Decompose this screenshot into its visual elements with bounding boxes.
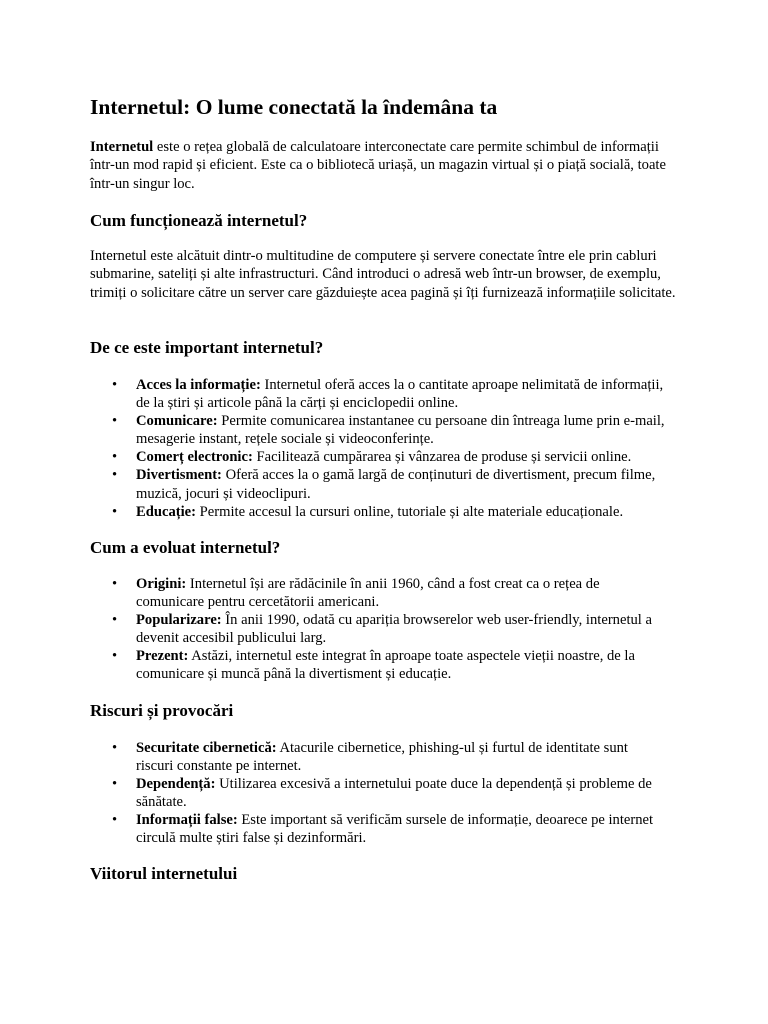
list-risks: [90, 739, 680, 848]
bullet-icon: •: [112, 812, 118, 829]
section-heading-why: De ce este important internetul?: [90, 338, 324, 357]
list-item: [90, 739, 668, 775]
list-item: [90, 811, 668, 847]
bullet-icon: •: [112, 503, 118, 520]
list-why: [90, 376, 680, 521]
list-item: [90, 412, 668, 448]
section-heading-how: Cum funcționează internetul?: [90, 211, 308, 230]
list-item-label: Origini:: [136, 576, 187, 592]
list-item: [90, 775, 668, 811]
bullet-icon: •: [112, 740, 118, 756]
list-item-label: Popularizare:: [136, 612, 222, 629]
list-item-text: Utilizarea excesivă a internetului poate duce la dependență și probleme de sănătate.: [136, 776, 652, 811]
bullet-icon: •: [112, 413, 118, 430]
list-item-text: În anii 1990, odată cu apariția browserelor web user-friendly, internetul a devenit accesibil publicului larg.: [136, 612, 652, 647]
section-heading-evolution: Cum a evoluat internetul?: [90, 538, 281, 557]
list-item-label: Securitate cibernetică:: [136, 740, 277, 756]
bullet-icon: •: [112, 576, 118, 592]
list-item-label: Comunicare:: [136, 413, 218, 430]
list-item-label: Dependență:: [136, 776, 216, 793]
bullet-icon: •: [112, 648, 118, 665]
bullet-icon: •: [112, 776, 118, 793]
bullet-icon: •: [112, 449, 118, 466]
list-item-text: Internetul își are rădăcinile în anii 1960, când a fost creat ca o rețea de comunicare pentru cercetătorii americani.: [136, 576, 600, 611]
list-item-text: Permite accesul la cursuri online, tutoriale și alte materiale educaționale.: [196, 503, 624, 520]
page-title: Internetul: O lume conectată la îndemâna ta: [90, 95, 498, 119]
list-item-label: Prezent:: [136, 648, 189, 665]
list-item-text: Permite comunicarea instantanee cu persoane din întreaga lume prin e-mail, mesagerie instant, rețele sociale și videoconferințe.: [136, 413, 665, 448]
intro-bold-term: Internetul: [90, 139, 154, 155]
list-item: [90, 466, 668, 502]
section-paragraph-how: Internetul este alcătuit dintr-o multitudine de computere și servere conectate între ele prin cabluri submarine, sateliți și alte infrastructuri. Când introduci o adresă web într-un browser, de exemplu, trimiți o solicitare către un server care găzduiește acea pagină și îți furnizează informațiile solicitate.: [90, 248, 676, 301]
intro-text: este o rețea globală de calculatoare interconectate care permite schimbul de informații într-un mod rapid și eficient. Este ca o bibliotecă uriașă, un magazin virtual și o piață socială, toate într-un singur loc.: [90, 139, 666, 192]
list-item-label: Divertisment:: [136, 467, 222, 484]
list-item-text: Este important să verificăm sursele de informație, deoarece pe internet circulă multe știri false și dezinformări.: [136, 812, 654, 847]
intro-paragraph: [90, 138, 680, 193]
list-item: [90, 647, 668, 683]
list-item-label: Informații false:: [136, 812, 238, 829]
list-item-text: Oferă acces la o gamă largă de conținuturi de divertisment, precum filme, muzică, jocuri și videoclipuri.: [136, 467, 656, 502]
list-item: [90, 575, 668, 611]
list-item-label: Educație:: [136, 503, 196, 520]
list-item: [90, 448, 668, 466]
list-item: [90, 503, 668, 521]
list-item-text: Internetul oferă acces la o cantitate aproape nelimitată de informații, de la știri și articole până la cărți și enciclopedii online.: [136, 377, 664, 412]
bullet-icon: •: [112, 377, 118, 393]
section-heading-risks: Riscuri și provocări: [90, 701, 234, 720]
list-item-label: Acces la informație:: [136, 377, 261, 393]
list-item: [90, 611, 668, 647]
list-item-text: Atacurile cibernetice, phishing-ul și furtul de identitate sunt riscuri constante pe internet.: [136, 740, 628, 775]
list-item-text: Astăzi, internetul este integrat în aproape toate aspectele vieții noastre, de la comunicare și muncă până la divertisment și educație.: [136, 648, 635, 683]
list-item-label: Comerț electronic:: [136, 449, 253, 466]
bullet-icon: •: [112, 467, 118, 484]
list-item: [90, 376, 668, 412]
list-evolution: [90, 575, 680, 684]
bullet-icon: •: [112, 612, 118, 629]
section-heading-future: Viitorul internetului: [90, 864, 238, 883]
list-item-text: Facilitează cumpărarea și vânzarea de produse și servicii online.: [252, 449, 632, 466]
